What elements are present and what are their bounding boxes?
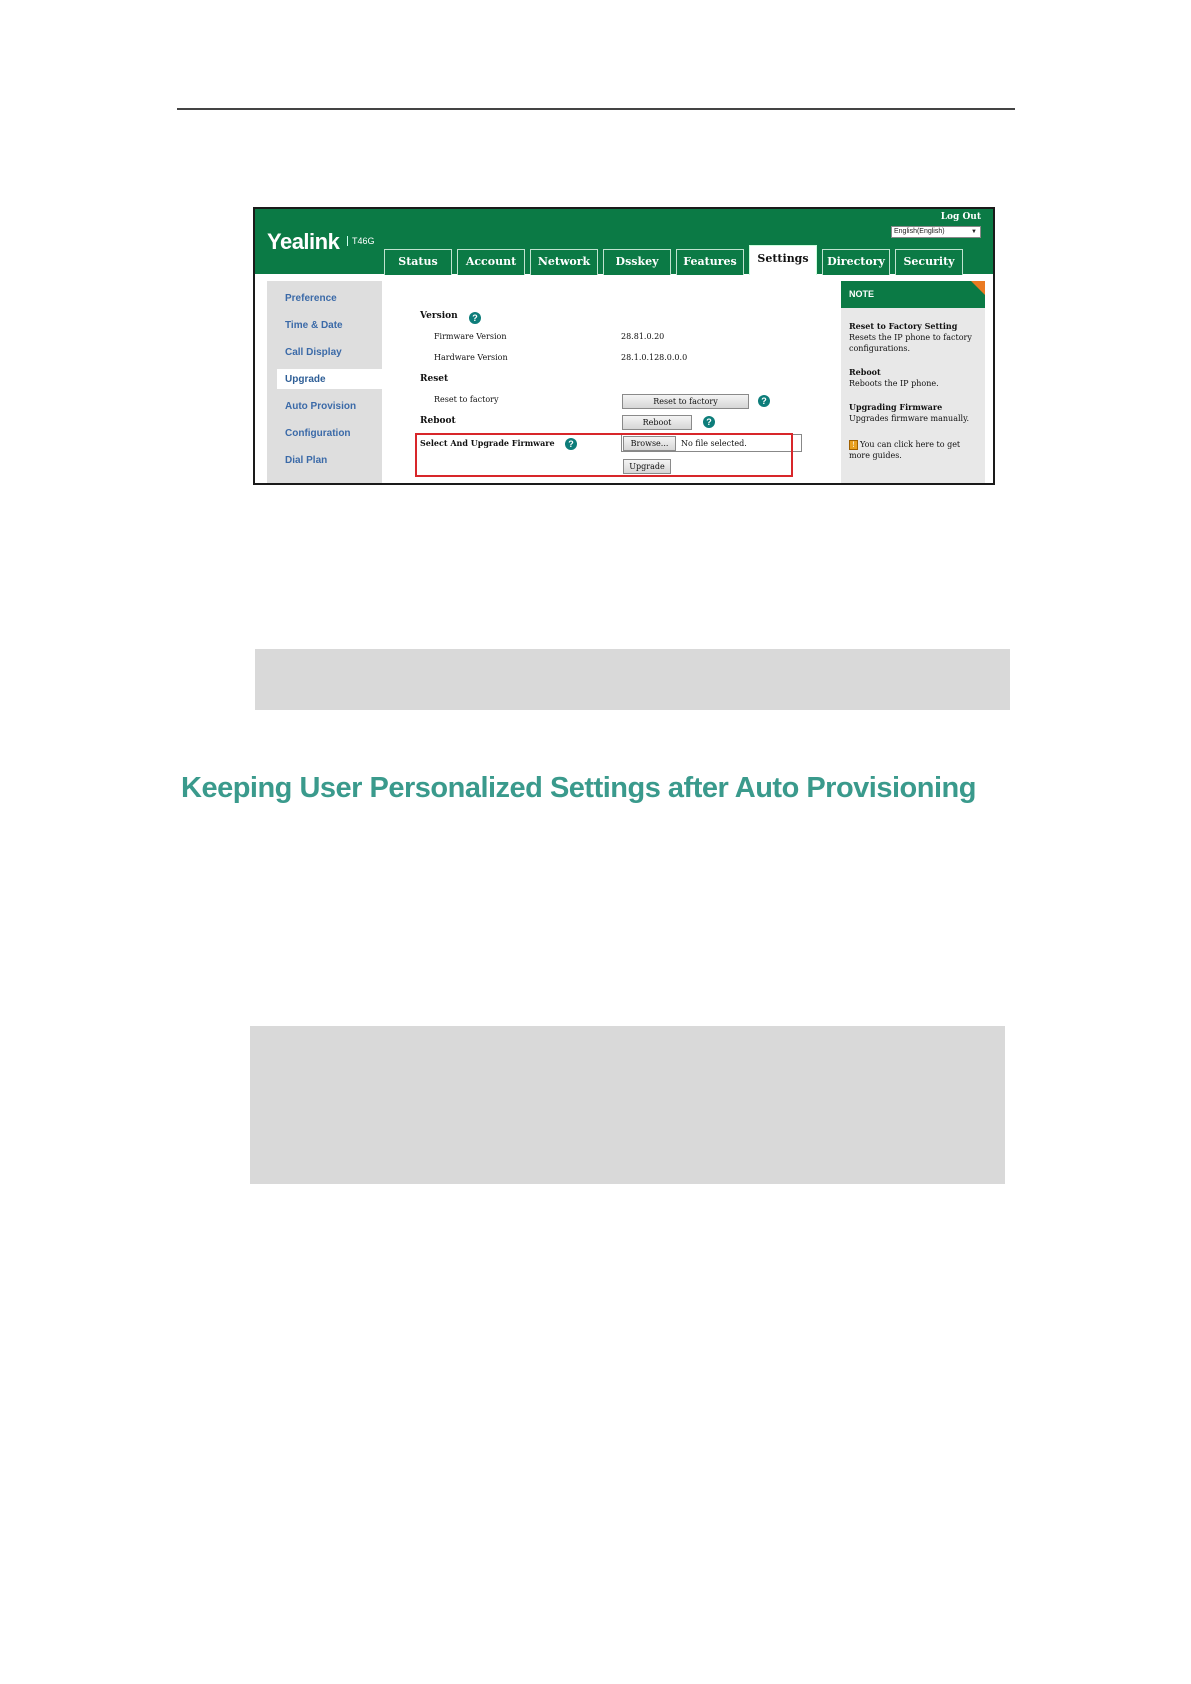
note-corner-icon — [971, 281, 985, 295]
main-tabs — [384, 247, 963, 274]
sidebar-item-auto-provision[interactable]: Auto Provision — [285, 401, 357, 412]
sidebar-item-dial-plan[interactable]: Dial Plan — [285, 455, 328, 466]
lightbulb-icon: ! — [849, 440, 858, 450]
note-reset-title: Reset to Factory Setting — [849, 321, 958, 331]
note-box — [255, 649, 1010, 710]
reset-factory-label: Reset to factory — [434, 395, 499, 404]
tab-security[interactable]: Security — [895, 249, 963, 275]
tab-network[interactable]: Network — [530, 249, 598, 275]
upgrade-firmware-label: Select And Upgrade Firmware — [420, 438, 555, 448]
top-bar — [255, 209, 993, 274]
sidebar-item-preference[interactable]: Preference — [285, 293, 337, 304]
tab-status[interactable]: Status — [384, 249, 452, 275]
tab-dsskey[interactable]: Dsskey — [603, 249, 671, 275]
help-icon[interactable]: ? — [758, 395, 770, 407]
upgrade-button[interactable]: Upgrade — [623, 459, 671, 474]
tab-directory[interactable]: Directory — [822, 249, 890, 275]
note-reboot-title: Reboot — [849, 367, 881, 377]
note-title: NOTE — [841, 281, 985, 308]
help-icon[interactable]: ? — [703, 416, 715, 428]
help-icon[interactable]: ? — [469, 312, 481, 324]
help-icon[interactable]: ? — [565, 438, 577, 450]
web-ui-screenshot — [253, 207, 995, 485]
note-reboot-text: Reboots the IP phone. — [849, 379, 939, 388]
note-box — [250, 1026, 1005, 1184]
language-select[interactable] — [891, 226, 981, 238]
reboot-label: Reboot — [420, 416, 456, 426]
firmware-version-label: Firmware Version — [434, 332, 507, 341]
note-upgrade-title: Upgrading Firmware — [849, 402, 943, 412]
hardware-version-value: 28.1.0.128.0.0.0 — [621, 353, 688, 362]
note-guide[interactable] — [849, 439, 981, 461]
chevron-down-icon: ▼ — [971, 229, 977, 235]
language-value: English(English) — [894, 228, 945, 235]
file-status-text: No file selected. — [681, 439, 747, 448]
highlight-box — [415, 433, 793, 477]
header-rule — [177, 108, 1015, 110]
logout-link[interactable]: Log Out — [940, 212, 981, 222]
tab-account[interactable]: Account — [457, 249, 525, 275]
note-panel — [841, 281, 985, 485]
phone-model: T46G — [347, 236, 375, 246]
brand-logo: Yealink — [267, 229, 340, 254]
hardware-version-label: Hardware Version — [434, 353, 508, 362]
reset-label: Reset — [420, 374, 449, 384]
sidebar — [267, 281, 382, 485]
note-upgrade-text: Upgrades firmware manually. — [849, 414, 970, 423]
tab-features[interactable]: Features — [676, 249, 744, 275]
sidebar-item-configuration[interactable]: Configuration — [285, 428, 351, 439]
sidebar-item-call-display[interactable]: Call Display — [285, 347, 342, 358]
reboot-button[interactable]: Reboot — [622, 415, 692, 430]
firmware-version-value: 28.81.0.20 — [621, 332, 665, 341]
sidebar-item-upgrade[interactable]: Upgrade — [285, 374, 326, 385]
reset-factory-button[interactable]: Reset to factory — [622, 394, 749, 409]
note-reset-text: Resets the IP phone to factory configurations. — [849, 333, 972, 353]
sidebar-item-time-date[interactable]: Time & Date — [285, 320, 343, 331]
tab-settings[interactable]: Settings — [749, 245, 817, 275]
note-guide-text: You can click here to get more guides. — [849, 440, 961, 460]
version-label: Version — [420, 311, 458, 321]
browse-button[interactable]: Browse... — [623, 436, 676, 451]
section-heading: Keeping User Personalized Settings after Auto Provisioning — [181, 772, 976, 804]
